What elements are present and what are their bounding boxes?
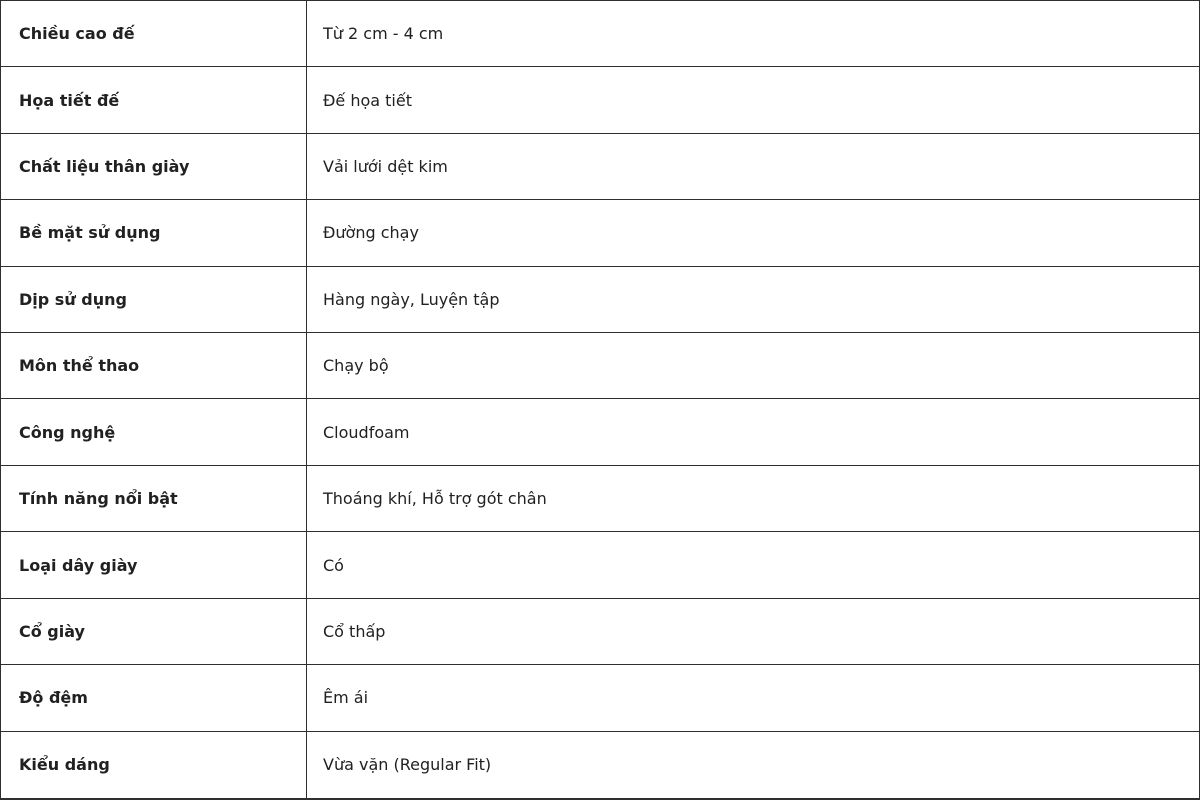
- spec-label: Công nghệ: [1, 399, 307, 464]
- spec-value: Chạy bộ: [323, 356, 389, 376]
- spec-value: Có: [323, 555, 344, 575]
- spec-label: Chất liệu thân giày: [1, 134, 307, 199]
- spec-label: Tính năng nổi bật: [1, 466, 307, 531]
- spec-label: Loại dây giày: [1, 532, 307, 597]
- spec-value: Cổ thấp: [323, 621, 386, 641]
- spec-label: Cổ giày: [1, 599, 307, 664]
- table-row: [1, 134, 1199, 200]
- spec-label: Bề mặt sử dụng: [1, 200, 307, 265]
- table-row: [1, 399, 1199, 465]
- spec-value: Cloudfoam: [323, 422, 410, 442]
- table-row: [1, 466, 1199, 532]
- spec-label: Kiểu dáng: [1, 732, 307, 798]
- spec-value: Hàng ngày, Luyện tập: [323, 289, 500, 309]
- spec-value: Vải lưới dệt kim: [323, 157, 448, 177]
- spec-value: Đế họa tiết: [323, 90, 412, 110]
- table-row: [1, 267, 1199, 333]
- table-row: [1, 599, 1199, 665]
- spec-value: Êm ái: [323, 688, 369, 708]
- spec-value: Đường chạy: [323, 223, 419, 243]
- table-row: [1, 333, 1199, 399]
- spec-value: Từ 2 cm - 4 cm: [323, 24, 444, 44]
- spec-value: Thoáng khí, Hỗ trợ gót chân: [323, 489, 547, 509]
- table-row: [1, 200, 1199, 266]
- table-row: [1, 665, 1199, 731]
- spec-label: Môn thể thao: [1, 333, 307, 398]
- table-row: [1, 1, 1199, 67]
- table-row: [1, 732, 1199, 798]
- spec-label: Dịp sử dụng: [1, 267, 307, 332]
- spec-label: Họa tiết đế: [1, 67, 307, 132]
- spec-value: Vừa vặn (Regular Fit): [323, 755, 492, 775]
- spec-label: Chiều cao đế: [1, 1, 307, 66]
- table-row: [1, 532, 1199, 598]
- table-row: [1, 67, 1199, 133]
- spec-label: Độ đệm: [1, 665, 307, 730]
